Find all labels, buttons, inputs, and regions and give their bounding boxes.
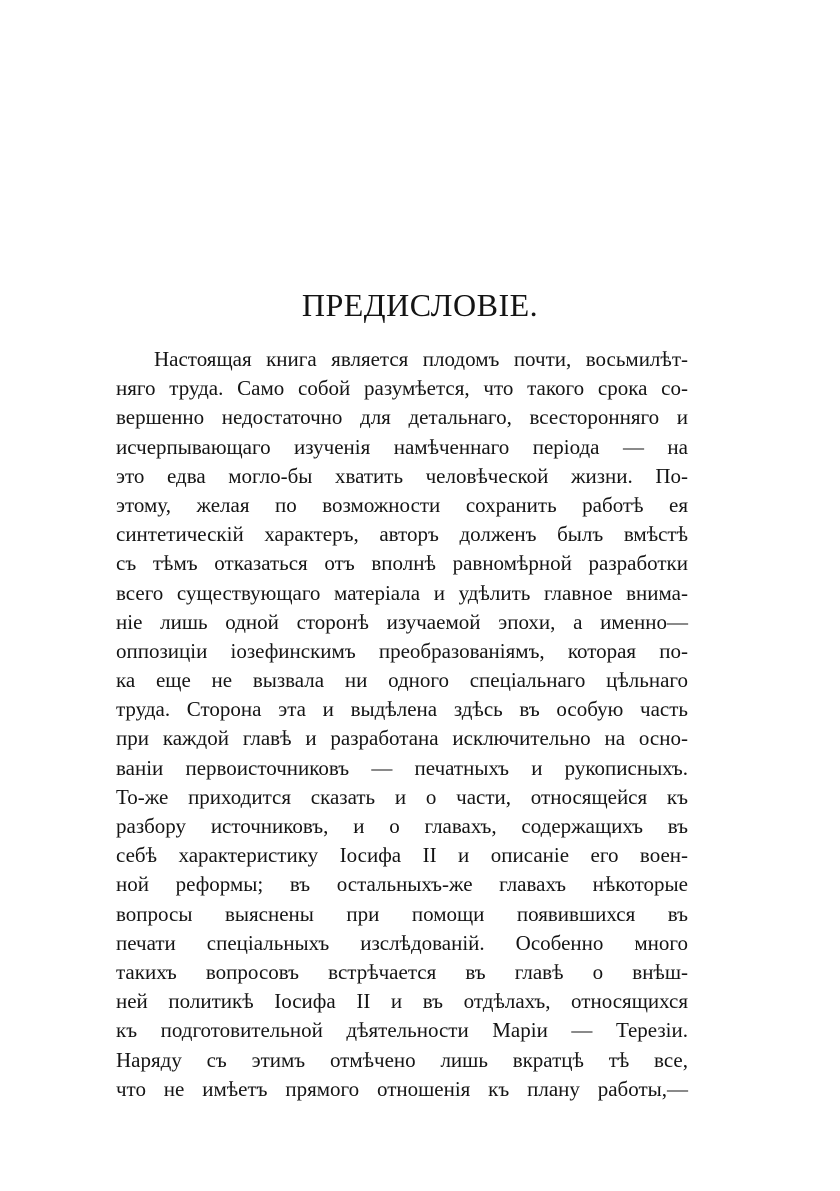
text-line: няго труда. Само собой разумѣется, что такого срока со-: [116, 376, 688, 401]
text-line: этому, желая по возможности сохранить работѣ ея: [116, 492, 688, 517]
text-line: ней политикѣ Іосифа II и въ отдѣлахъ, относящихся: [116, 989, 688, 1014]
text-line: труда. Сторона эта и выдѣлена здѣсь въ особую часть: [116, 697, 688, 722]
text-line: себѣ характеристику Іосифа II и описаніе его воен-: [116, 843, 688, 868]
text-line: всего существующаго матеріала и удѣлить главное внима-: [116, 580, 688, 605]
text-line: оппозиціи іозефинскимъ преобразованіямъ, которая по-: [116, 638, 688, 663]
text-line: вершенно недостаточно для детальнаго, всесторонняго и: [116, 405, 688, 430]
text-line: вопросы выяснены при помощи появившихся въ: [116, 901, 688, 926]
text-line: ваніи первоисточниковъ — печатныхъ и рукописныхъ.: [116, 755, 688, 780]
text-line: съ тѣмъ отказаться отъ вполнѣ равномѣрной разработки: [116, 551, 688, 576]
text-line: ка еще не вызвала ни одного спеціальнаго цѣльнаго: [116, 668, 688, 693]
text-line: Наряду съ этимъ отмѣчено лишь вкратцѣ тѣ все,: [116, 1047, 688, 1072]
text-line: это едва могло-бы хватить человѣческой жизни. По-: [116, 463, 688, 488]
preface-paragraph: [116, 345, 688, 1104]
text-line: при каждой главѣ и разработана исключительно на осно-: [116, 726, 688, 751]
text-line: Настоящая книга является плодомъ почти, восьмилѣт-: [154, 347, 688, 371]
text-line: къ подготовительной дѣятельности Маріи — Терезіи.: [116, 1018, 688, 1043]
text-line: ной реформы; въ остальныхъ-же главахъ нѣкоторые: [116, 872, 688, 897]
text-line: То-же приходится сказать и о части, относящейся къ: [116, 784, 688, 809]
page-title: ПРЕДИСЛОВІЕ.: [301, 287, 539, 323]
text-line: ніе лишь одной сторонѣ изучаемой эпохи, а именно—: [116, 609, 688, 634]
text-line: разбору источниковъ, и о главахъ, содержащихъ въ: [116, 814, 688, 838]
text-line: исчерпывающаго изученія намѣченнаго періода — на: [116, 434, 688, 459]
text-line: синтетическій характеръ, авторъ долженъ былъ вмѣстѣ: [116, 522, 688, 547]
text-line: такихъ вопросовъ встрѣчается въ главѣ о внѣш-: [116, 959, 688, 984]
text-line: печати спеціальныхъ изслѣдованій. Особенно много: [116, 930, 688, 955]
text-line: что не имѣетъ прямого отношенія къ плану работы,—: [116, 1076, 688, 1101]
